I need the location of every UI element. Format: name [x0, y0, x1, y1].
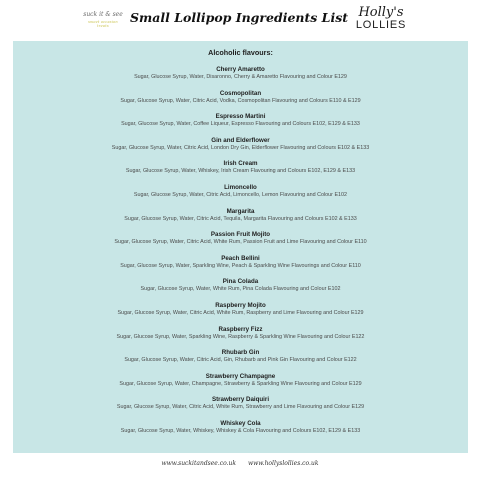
- flavour-item: [13, 113, 468, 137]
- flavour-item: [13, 160, 468, 184]
- flavour-ingredients: Sugar, Glucose Syrup, Water, Champagne, Strawberry & Sparkling Wine Flavouring and Colour E129: [119, 380, 362, 387]
- flavour-name: Gin and Elderflower: [211, 136, 270, 144]
- flavour-item: [13, 396, 468, 420]
- flavour-ingredients: Sugar, Glucose Syrup, Water, Whiskey, Whiskey & Cola Flavouring and Colours E102, E129 & E133: [120, 427, 361, 434]
- flavour-item: [13, 184, 468, 208]
- left-logo-text: suck it & see: [83, 11, 123, 18]
- ingredients-panel: [13, 41, 468, 453]
- flavour-list: [13, 66, 468, 444]
- flavour-ingredients: Sugar, Glucose Syrup, Water, Citric Acid, Tequila, Margarita Flavouring and Colours E102 & E133: [124, 215, 357, 222]
- flavour-ingredients: Sugar, Glucose Syrup, Water, Citric Acid, Limoncello, Lemon Flavouring and Colour E102: [133, 191, 348, 198]
- right-logo-wordmark: LOLLIES: [355, 19, 407, 31]
- right-logo-script: Holly's: [358, 5, 404, 20]
- flavour-ingredients: Sugar, Glucose Syrup, Water, Sparkling Wine, Peach & Sparkling Wine Flavourings and Colour E110: [120, 262, 361, 269]
- flavour-name: Rhubarb Gin: [221, 349, 260, 357]
- flavour-item: [13, 137, 468, 161]
- flavour-item: [13, 255, 468, 279]
- flavour-ingredients: Sugar, Glucose Syrup, Water, Citric Acid, London Dry Gin, Elderflower Flavouring and Colours E102 & E133: [111, 144, 370, 151]
- flavour-ingredients: Sugar, Glucose Syrup, Water, Sparkling Wine, Raspberry & Sparkling Wine Flavouring and Colour E122: [116, 333, 365, 340]
- flavour-name: Peach Bellini: [221, 254, 260, 262]
- footer-link-suckitandsee[interactable]: www.suckitandsee.co.uk: [161, 460, 237, 467]
- flavour-item: [13, 208, 468, 232]
- flavour-item: [13, 349, 468, 373]
- flavour-item: [13, 278, 468, 302]
- flavour-name: Pina Colada: [222, 278, 259, 286]
- flavour-ingredients: Sugar, Glucose Syrup, Water, Citric Acid, White Rum, Passion Fruit and Lime Flavouring and Colour E110: [114, 239, 367, 246]
- flavour-name: Margarita: [226, 207, 255, 215]
- left-logo-tagline: sweet occasion treats: [88, 20, 118, 28]
- hollys-lollies-logo: [352, 6, 410, 36]
- flavour-item: [13, 326, 468, 350]
- flavour-name: Cherry Amaretto: [216, 66, 265, 73]
- flavour-ingredients: Sugar, Glucose Syrup, Water, White Rum, Pina Colada Flavouring and Colour E102: [140, 286, 341, 293]
- flavour-item: [13, 231, 468, 255]
- flavour-item: [13, 90, 468, 114]
- flavour-name: Raspberry Mojito: [215, 301, 266, 309]
- suck-it-and-see-logo: [82, 9, 124, 31]
- flavour-item: [13, 420, 468, 444]
- page-header: [0, 0, 480, 40]
- flavour-name: Limoncello: [224, 183, 257, 191]
- flavour-ingredients: Sugar, Glucose Syrup, Water, Citric Acid, Vodka, Cosmopolitan Flavouring and Colours E110 & E129: [120, 97, 361, 104]
- flavour-ingredients: Sugar, Glucose Syrup, Water, Coffee Liqueur, Espresso Flavouring and Colours E102, E129 & E133: [121, 121, 360, 128]
- flavour-name: Raspberry Fizz: [218, 325, 263, 333]
- flavour-item: [13, 302, 468, 326]
- flavour-name: Cosmopolitan: [219, 89, 262, 97]
- section-heading: Alcoholic flavours:: [208, 48, 273, 57]
- flavour-ingredients: Sugar, Glucose Syrup, Water, Disaronno, Cherry & Amaretto Flavouring and Colour E129: [134, 74, 347, 80]
- footer: [0, 460, 480, 467]
- flavour-name: Strawberry Daiquiri: [211, 396, 270, 404]
- flavour-ingredients: Sugar, Glucose Syrup, Water, Citric Acid, White Rum, Raspberry and Lime Flavouring and Colour E129: [117, 309, 364, 316]
- flavour-name: Strawberry Champagne: [205, 372, 276, 380]
- flavour-ingredients: Sugar, Glucose Syrup, Water, Citric Acid, Gin, Rhubarb and Pink Gin Flavouring and Colour E122: [124, 357, 357, 364]
- flavour-item: [13, 373, 468, 397]
- flavour-name: Irish Cream: [223, 160, 258, 168]
- flavour-name: Espresso Martini: [215, 113, 266, 121]
- flavour-ingredients: Sugar, Glucose Syrup, Water, Citric Acid, White Rum, Strawberry and Lime Flavouring and Colour E129: [116, 404, 365, 411]
- page-title: Small Lollipop Ingredients List: [130, 10, 348, 25]
- flavour-ingredients: Sugar, Glucose Syrup, Water, Whiskey, Irish Cream Flavouring and Colours E102, E129 & E133: [125, 168, 356, 175]
- footer-link-hollyslollies[interactable]: www.hollyslollies.co.uk: [247, 460, 319, 467]
- flavour-name: Whiskey Cola: [220, 419, 261, 427]
- flavour-name: Passion Fruit Mojito: [210, 231, 271, 239]
- flavour-item: [13, 66, 468, 90]
